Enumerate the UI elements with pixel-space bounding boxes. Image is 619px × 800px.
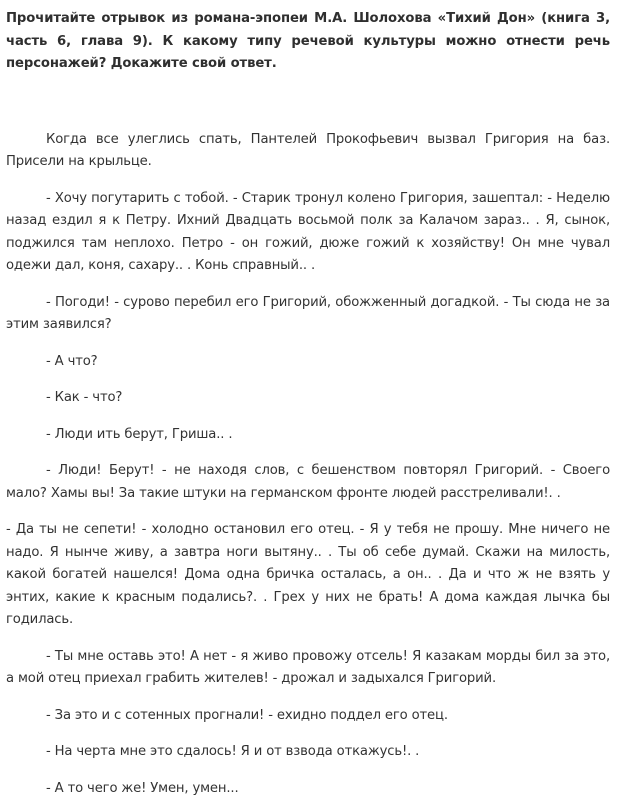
paragraph-3: - Погоди! - сурово перебил его Григорий, обожженный догадкой. - Ты сюда не за этим заявился? (6, 292, 610, 337)
paragraph-1: Когда все улеглись спать, Пантелей Прокофьевич вызвал Григория на баз. Присели на крыльце. (6, 129, 610, 174)
paragraph-4: - А что? (6, 351, 610, 374)
paragraph-12: - А то чего же! Умен, умен... (6, 778, 610, 800)
paragraph-5: - Как - что? (6, 387, 610, 410)
novel-excerpt (6, 129, 610, 800)
task-question: Прочитайте отрывок из романа-эпопеи М.А. Шолохова «Тихий Дон» (книга 3, часть 6, глава 9). К какому типу речевой культуры можно отнести речь персонажей? Докажите свой ответ. (6, 8, 610, 76)
paragraph-6: - Люди ить берут, Гриша.. . (6, 424, 610, 447)
paragraph-8: - Да ты не сепети! - холодно остановил его отец. - Я у тебя не прошу. Мне ничего не надо. Я нынче живу, а завтра ноги вытяну.. . Ты об себе думай. Скажи на милость, какой богатей нашелся! Дома одна бричка осталась, а он.. . Да и что ж не взять у энтих, какие к красным подались?. . Грех у них не брать! А дома каждая лычка бы годилась. (6, 519, 610, 632)
paragraph-2: - Хочу погутарить с тобой. - Старик тронул колено Григория, зашептал: - Неделю назад ездил я к Петру. Ихний Двадцать восьмой полк за Калачом зараз.. . Я, сынок, поджился там неплохо. Петро - он гожий, дюже гожий к хозяйству! Он мне чувал одежи дал, коня, сахару.. . Конь справный.. . (6, 188, 610, 278)
paragraph-11: - На черта мне это сдалось! Я и от взвода откажусь!. . (6, 741, 610, 764)
paragraph-9: - Ты мне оставь это! А нет - я живо провожу отсель! Я казакам морды бил за это, а мой отец приехал грабить жителев! - дрожал и задыхался Григорий. (6, 646, 610, 691)
paragraph-10: - За это и с сотенных прогнали! - ехидно поддел его отец. (6, 705, 610, 728)
paragraph-7: - Люди! Берут! - не находя слов, с бешенством повторял Григорий. - Своего мало? Хамы вы! За такие штуки на германском фронте людей расстреливали!. . (6, 460, 610, 505)
